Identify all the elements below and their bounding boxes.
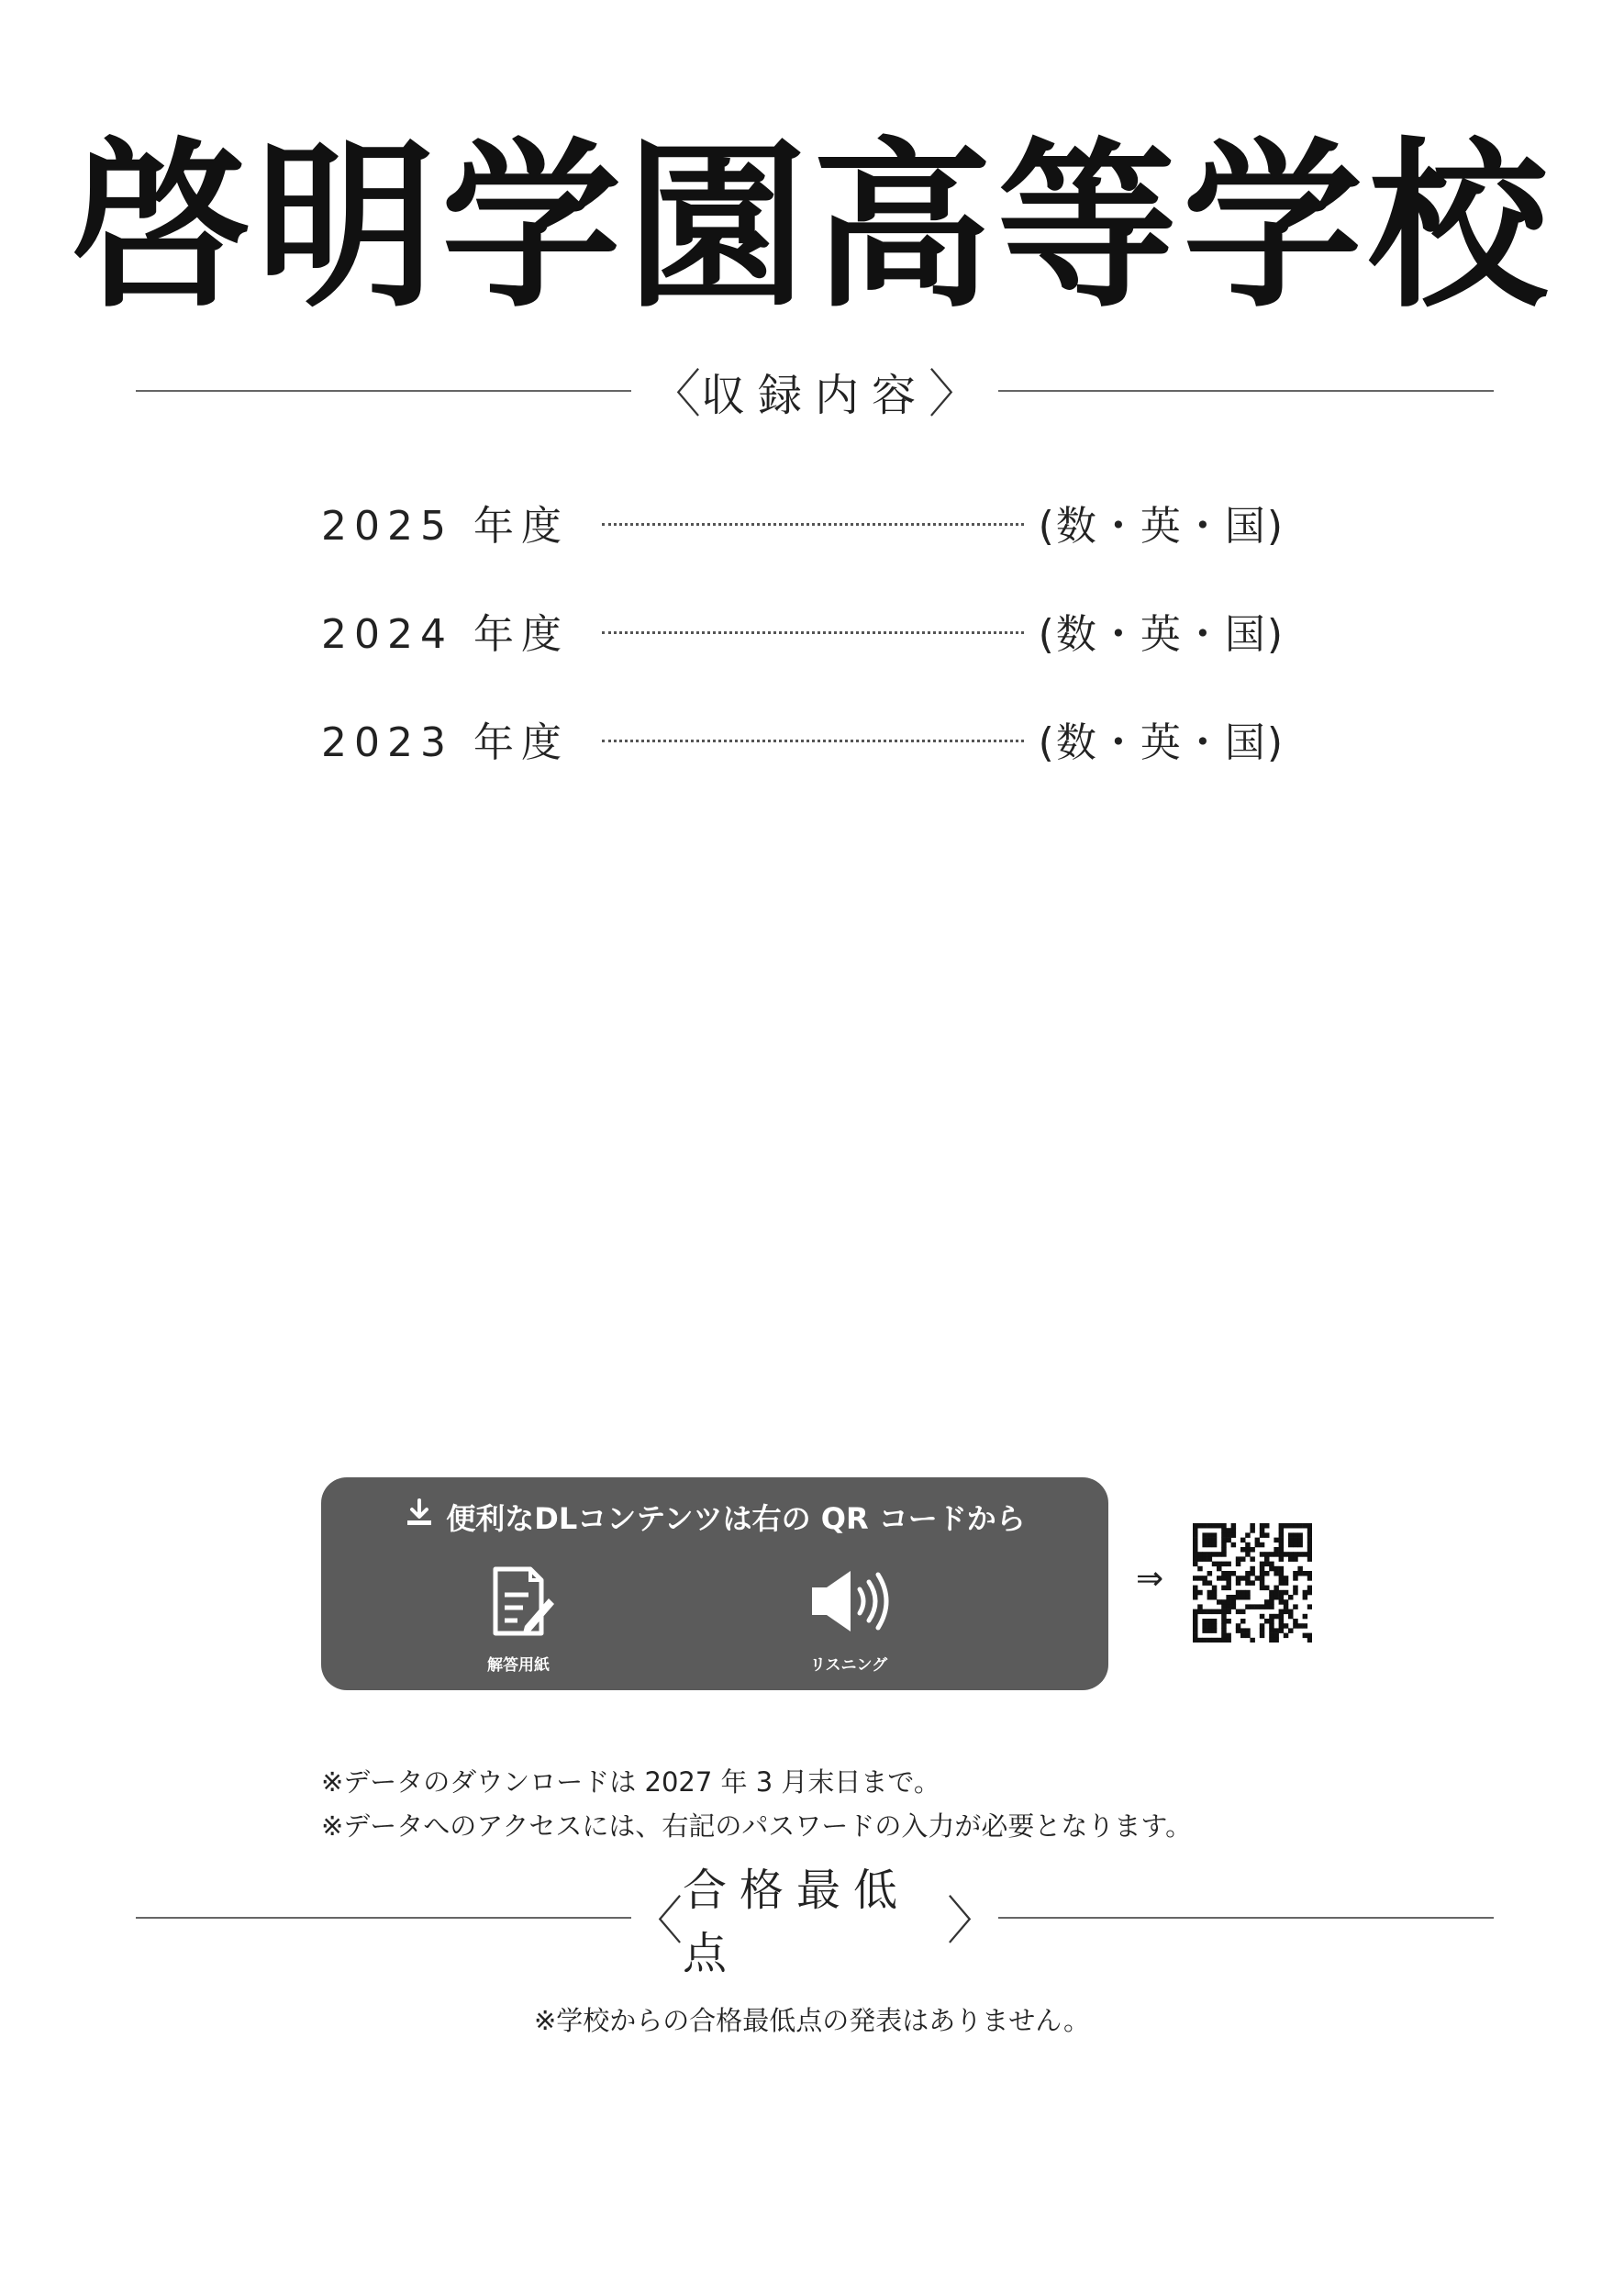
listening-link[interactable]	[757, 1560, 940, 1675]
contents-heading	[631, 354, 998, 428]
answer-sheet-link[interactable]	[427, 1560, 610, 1675]
qr-code[interactable]	[1193, 1523, 1312, 1643]
dot-leader	[602, 740, 1024, 742]
contents-row	[321, 576, 1285, 685]
contents-section-header	[136, 354, 1494, 428]
score-note: ※学校からの合格最低点の発表はありません。	[533, 2005, 1091, 2036]
score-heading-label: 合格最低点	[683, 1865, 911, 1979]
speaker-icon	[803, 1560, 895, 1646]
answer-sheet-caption: 解答用紙	[487, 1656, 550, 1675]
year-label: 2023 年度	[321, 719, 569, 766]
divider-right	[998, 390, 1494, 392]
answer-sheet-icon	[477, 1560, 560, 1646]
school-title: 啓明学園高等学校	[70, 123, 1553, 332]
bracket-close: 〉	[947, 1892, 998, 1952]
subjects-label: (数・英・国)	[1038, 719, 1285, 766]
download-heading	[321, 1496, 1108, 1538]
subjects-label: (数・英・国)	[1038, 503, 1285, 550]
score-section-header	[136, 1865, 1494, 1979]
divider-left	[136, 1917, 631, 1919]
note-line: ※データへのアクセスには、右記のパスワードの入力が必要となります。	[321, 1810, 1193, 1842]
subjects-label: (数・英・国)	[1038, 611, 1285, 658]
contents-row	[321, 685, 1285, 793]
bracket-open: 〈	[631, 1892, 683, 1952]
dot-leader	[602, 631, 1024, 634]
score-heading	[631, 1865, 998, 1979]
notes	[321, 1760, 1192, 1848]
year-label: 2025 年度	[321, 503, 569, 550]
contents-heading-label: 収録内容	[700, 369, 929, 421]
download-icon	[404, 1498, 435, 1536]
contents-row	[321, 468, 1285, 576]
bracket-close: 〉	[929, 365, 980, 425]
dot-leader	[602, 523, 1024, 526]
note-line: ※データのダウンロードは 2027 年 3 月末日まで。	[321, 1766, 940, 1798]
bracket-open: 〈	[649, 365, 701, 425]
download-content-box	[321, 1477, 1108, 1690]
divider-right	[998, 1917, 1494, 1919]
right-arrow: ⇒	[1136, 1560, 1164, 1598]
contents-list	[321, 468, 1285, 793]
year-label: 2024 年度	[321, 611, 569, 658]
divider-left	[136, 390, 631, 392]
download-heading-text: 便利なDLコンテンツは右の QR コードから	[446, 1501, 1026, 1536]
qr-code-icon	[1193, 1523, 1312, 1643]
listening-caption: リスニング	[809, 1656, 888, 1675]
